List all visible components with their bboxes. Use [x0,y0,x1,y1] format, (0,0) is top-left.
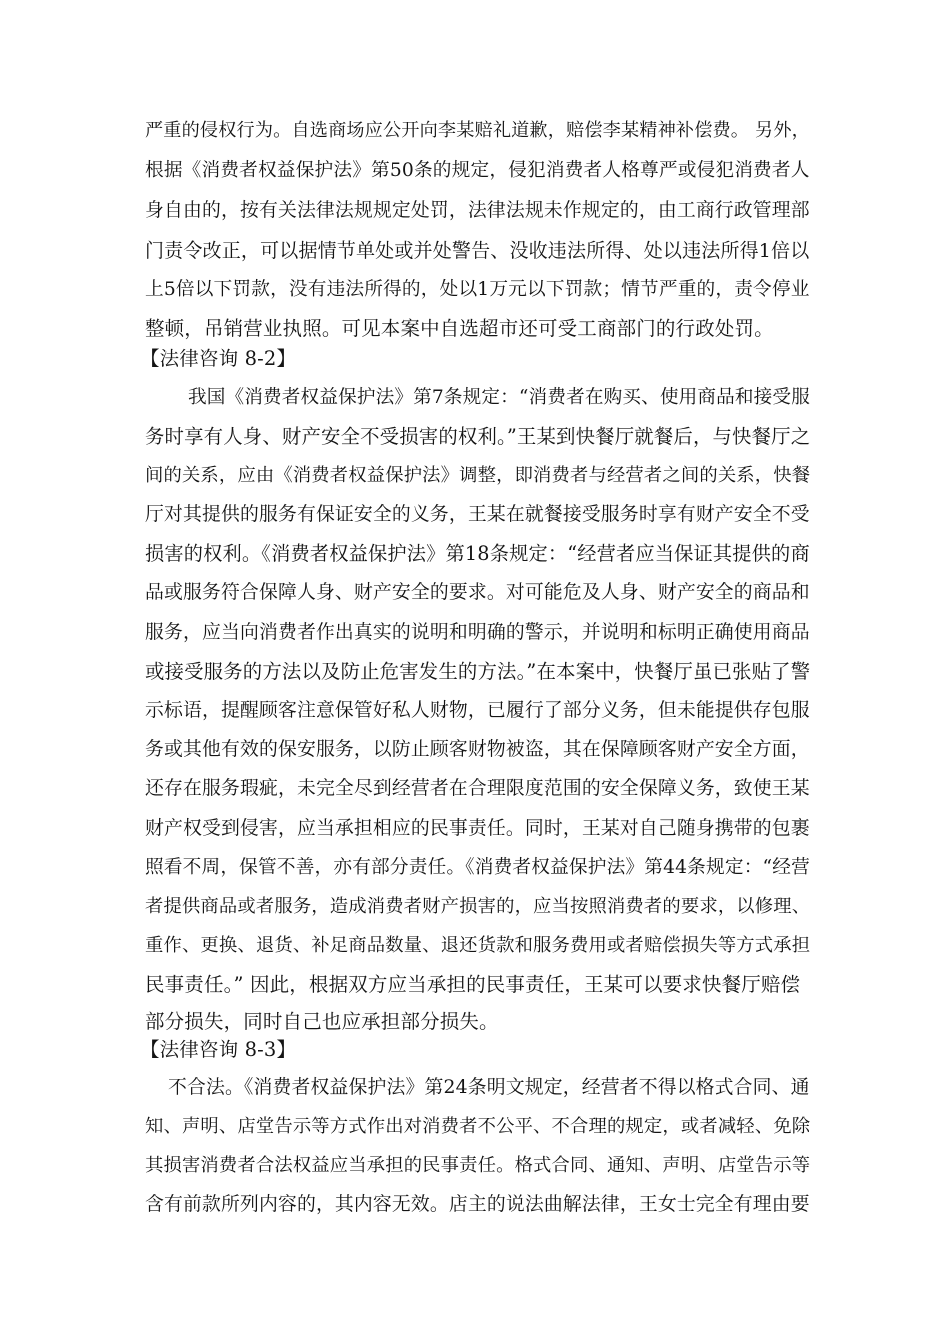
paragraph-line: 其损害消费者合法权益应当承担的民事责任。格式合同、通知、声明、店堂告示等 [145,1155,811,1176]
paragraph-line: 厅对其提供的服务有保证安全的义务，王某在就餐接受服务时享有财产安全不受 [145,504,810,525]
paragraph-line: 照看不周，保管不善，亦有部分责任。《消费者权益保护法》第44条规定：“经营 [145,857,810,878]
paragraph-line: 财产权受到侵害，应当承担相应的民事责任。同时，王某对自己随身携带的包裹 [145,818,810,839]
paragraph-line: 整顿，吊销营业执照。可见本案中自选超市还可受工商部门的行政处罚。 [145,317,774,340]
paragraph-line: 重作、更换、退货、补足商品数量、退还货款和服务费用或者赔偿损失等方式承担 [145,935,811,956]
paragraph-line: 务时享有人身、财产安全不受损害的权利。”王某到快餐厅就餐后，与快餐厅之 [145,425,811,448]
paragraph-line: 门责令改正，可以据情节单处或并处警告、没收违法所得、处以违法所得1倍以 [145,240,810,262]
paragraph-line: 根据《消费者权益保护法》第50条的规定，侵犯消费者人格尊严或侵犯消费者人 [145,160,810,181]
paragraph-line: 或接受服务的方法以及防止危害发生的方法。”在本案中，快餐厅虽已张贴了警 [145,660,811,683]
paragraph-line: 身自由的，按有关法律法规规定处罚，法律法规未作规定的，由工商行政管理部 [145,200,810,221]
paragraph-line: 严重的侵权行为。自选商场应公开向李某赔礼道歉，赔偿李某精神补偿费。 另外， [145,120,810,141]
paragraph-line: 含有前款所列内容的，其内容无效。店主的说法曲解法律，王女士完全有理由要 [145,1194,810,1215]
paragraph-line: 务或其他有效的保安服务，以防止顾客财物被盗，其在保障顾客财产安全方面， [145,739,810,760]
paragraph-line: 间的关系，应由《消费者权益保护法》调整，即消费者与经营者之间的关系，快餐 [145,465,811,486]
section-heading: 【法律咨询 8-3】 [140,1038,297,1061]
paragraph-line: 服务，应当向消费者作出真实的说明和明确的警示，并说明和标明正确使用商品 [145,622,810,643]
section-heading: 【法律咨询 8-2】 [140,347,297,370]
paragraph-line: 示标语，提醒顾客注意保管好私人财物，已履行了部分义务，但未能提供存包服 [145,700,810,721]
paragraph-line: 知、声明、店堂告示等方式作出对消费者不公平、不合理的规定，或者减轻、免除 [145,1116,811,1137]
paragraph-line: 不合法。《消费者权益保护法》第24条明文规定，经营者不得以格式合同、通 [168,1077,810,1098]
paragraph-line: 损害的权利。《消费者权益保护法》第18条规定：“经营者应当保证其提供的商 [145,542,810,565]
paragraph-line: 还存在服务瑕疵，未完全尽到经营者在合理限度范围的安全保障义务，致使王某 [145,778,810,799]
paragraph-line: 品或服务符合保障人身、财产安全的要求。对可能危及人身、财产安全的商品和 [145,582,810,603]
paragraph-line: 民事责任。” 因此，根据双方应当承担的民事责任，王某可以要求快餐厅赔偿 [145,973,801,996]
paragraph-line: 我国《消费者权益保护法》第7条规定：“消费者在购买、使用商品和接受服 [188,387,810,408]
paragraph-line: 部分损失，同时自己也应承担部分损失。 [145,1010,499,1033]
paragraph-line: 者提供商品或者服务，造成消费者财产损害的，应当按照消费者的要求，以修理、 [145,896,811,917]
paragraph-line: 上5倍以下罚款，没有违法所得的，处以1万元以下罚款；情节严重的，责令停业 [145,279,810,300]
